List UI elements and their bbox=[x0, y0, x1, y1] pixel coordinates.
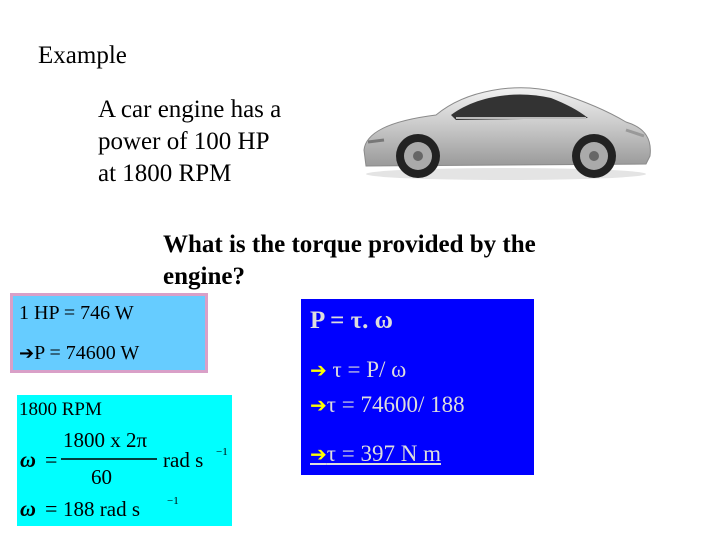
problem-line-3: at 1800 RPM bbox=[98, 160, 232, 187]
example-heading: Example bbox=[38, 42, 127, 69]
arrow-right-icon: ➔ bbox=[310, 393, 327, 417]
torque-substitution: ➔τ = 74600/ 188 bbox=[310, 392, 465, 417]
power-formula: P = τ. ω bbox=[310, 307, 393, 334]
torque-formula: ➔ τ = P/ ω bbox=[310, 357, 407, 382]
question bbox=[163, 229, 603, 293]
unit-rad-per-second: rad s bbox=[163, 448, 204, 472]
arrow-right-icon: ➔ bbox=[310, 442, 327, 466]
omega-result: 188 rad s bbox=[63, 497, 140, 521]
power-watts: P = 74600 W bbox=[34, 342, 140, 364]
conversion-box bbox=[10, 293, 208, 373]
calculation-box bbox=[17, 395, 232, 526]
torque-result: ➔τ = 397 N m bbox=[310, 441, 441, 466]
question-line-2: engine? bbox=[163, 263, 245, 290]
omega-symbol-2: ω bbox=[20, 496, 36, 521]
arrow-right-icon: ➔ bbox=[19, 343, 35, 364]
unit-exponent: −1 bbox=[216, 446, 228, 458]
car-icon bbox=[356, 70, 656, 182]
result-exponent: −1 bbox=[167, 495, 179, 507]
problem-line-1: A car engine has a bbox=[98, 96, 282, 123]
arrow-right-icon: ➔ bbox=[310, 358, 327, 382]
conversion-line-1: 1 HP = 746 W bbox=[19, 302, 134, 324]
problem-statement bbox=[98, 94, 348, 190]
question-line-1: What is the torque provided by the bbox=[163, 231, 536, 258]
equals-sign-2: = bbox=[45, 496, 58, 521]
rpm-label: 1800 RPM bbox=[19, 399, 102, 420]
solution-box bbox=[301, 299, 534, 475]
conversion-line-2 bbox=[19, 342, 139, 365]
omega-equation bbox=[17, 395, 232, 526]
problem-line-2: power of 100 HP bbox=[98, 128, 270, 155]
fraction-denominator: 60 bbox=[91, 465, 112, 489]
omega-symbol: ω bbox=[20, 447, 36, 472]
equals-sign: = bbox=[45, 447, 58, 472]
fraction-numerator: 1800 x 2π bbox=[63, 428, 148, 452]
